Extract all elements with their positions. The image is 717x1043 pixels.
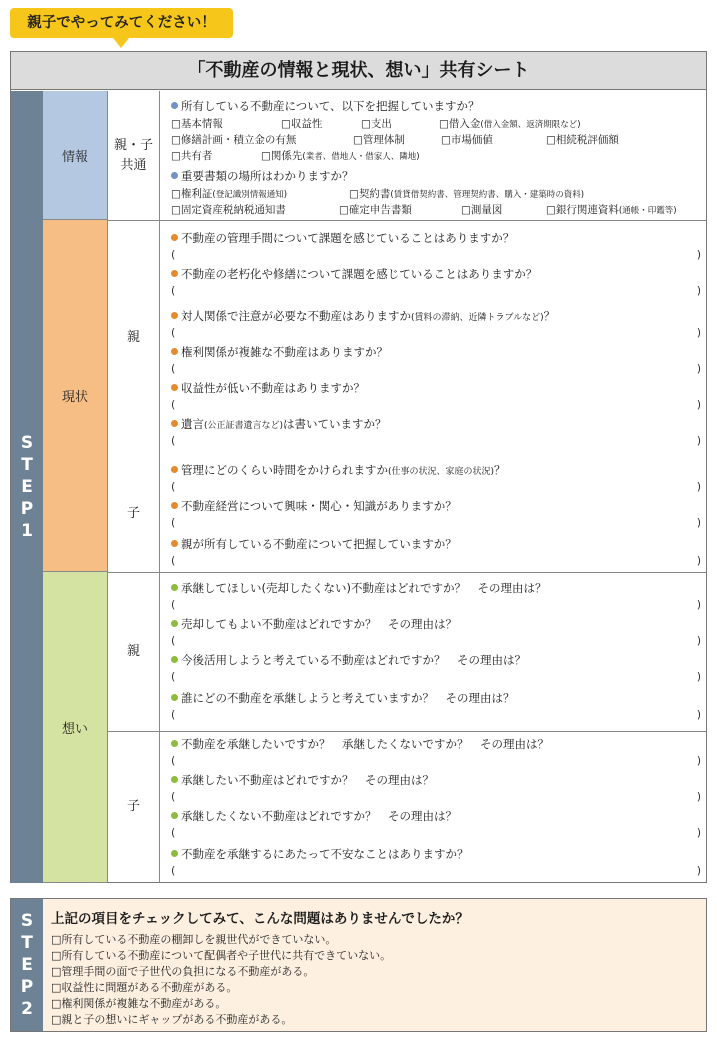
question-text: 不動産の管理手間について課題を感じていることはありますか？ xyxy=(181,231,515,245)
checkbox-note: (通帳・印鑑等) xyxy=(618,206,677,216)
checkbox-icon: □ xyxy=(441,134,451,146)
question-note: (公正証書遺言など) xyxy=(204,421,284,431)
bullet-icon xyxy=(171,850,178,857)
paren-open: ( xyxy=(171,326,176,339)
checkbox-icon: □ xyxy=(51,933,62,946)
checkbox-icon: □ xyxy=(171,188,181,200)
checkbox-note: (借入金額、返済期限など) xyxy=(480,120,581,130)
answer-field[interactable] xyxy=(171,598,701,612)
paren-close: ) xyxy=(696,670,701,683)
checkbox-item[interactable] xyxy=(171,132,296,147)
checkbox-icon: □ xyxy=(171,204,181,216)
checkbox-icon: □ xyxy=(51,997,62,1010)
checkbox-label: 共有者 xyxy=(180,150,213,162)
checkbox-icon: □ xyxy=(339,204,349,216)
checkbox-item[interactable] xyxy=(261,148,420,163)
answer-field[interactable] xyxy=(171,516,701,530)
paren-open: ( xyxy=(171,284,176,297)
question xyxy=(171,308,555,324)
checkbox-icon: □ xyxy=(546,134,556,146)
bullet-icon xyxy=(171,270,178,277)
answer-field[interactable] xyxy=(171,790,701,804)
answer-field[interactable] xyxy=(171,284,701,298)
category-info: 情報 xyxy=(43,91,108,220)
question xyxy=(171,846,469,862)
answer-field[interactable] xyxy=(171,398,701,412)
answer-field[interactable] xyxy=(171,708,701,722)
bullet-icon xyxy=(171,776,178,783)
step-letter: S xyxy=(20,433,34,453)
checkbox-label: 契約書 xyxy=(358,188,391,200)
checkbox-label: 所有している不動産の棚卸しを親世代ができていない。 xyxy=(61,933,337,946)
category-now: 現状 xyxy=(43,220,108,572)
question-text: 不動産経営について興味・関心・知識がありますか？ xyxy=(181,499,457,513)
now-content xyxy=(171,228,701,572)
checkbox-label: 所有している不動産について配偶者や子世代に共有できていない。 xyxy=(61,949,392,962)
checkbox-item[interactable] xyxy=(546,132,619,147)
question-text: 管理にどのくらい時間をかけられますか xyxy=(181,463,388,477)
checkbox-item[interactable] xyxy=(281,116,322,131)
checkbox-item[interactable] xyxy=(171,116,223,131)
sub-label-feel-child: 子 xyxy=(108,731,160,883)
question-note: (賃料の滞納、近隣トラブルなど) xyxy=(411,313,544,323)
paren-open: ( xyxy=(171,826,176,839)
paren-close: ) xyxy=(696,480,701,493)
checkbox-item[interactable] xyxy=(361,116,392,131)
checkbox-icon: □ xyxy=(461,204,471,216)
bullet-icon xyxy=(171,234,178,241)
paren-close: ) xyxy=(696,598,701,611)
checkbox-label: 市場価値 xyxy=(450,134,493,146)
checkbox-label: 管理手間の面で子世代の負担になる不動産がある。 xyxy=(61,965,315,978)
step2-label xyxy=(19,910,35,1020)
step2-check-item[interactable] xyxy=(51,979,237,995)
paren-open: ( xyxy=(171,790,176,803)
checkbox-item[interactable] xyxy=(171,202,286,217)
answer-field[interactable] xyxy=(171,248,701,262)
question xyxy=(171,536,457,552)
sub-label-feel-parent: 親 xyxy=(108,572,160,731)
question-text: 売却してもよい不動産はどれですか？ その理由は？ xyxy=(181,617,457,631)
question-end: は書いていますか？ xyxy=(283,417,387,431)
checkbox-icon: □ xyxy=(361,118,371,130)
info-content xyxy=(171,96,701,220)
sheet-title: 「不動産の情報と現状、想い」共有シート xyxy=(11,52,706,90)
question-text: 重要書類の場所はわかりますか？ xyxy=(181,169,354,183)
checkbox-label: 権利証 xyxy=(180,188,213,200)
question-note: (仕事の状況、家庭の状況) xyxy=(388,467,495,477)
checkbox-note: (業者、借地人・借家人、隣地) xyxy=(302,152,420,162)
question-text: 親が所有している不動産について把握していますか？ xyxy=(181,537,457,551)
step-letter: 2 xyxy=(21,999,33,1019)
bullet-icon xyxy=(171,466,178,473)
paren-open: ( xyxy=(171,398,176,411)
answer-field[interactable] xyxy=(171,326,701,340)
paren-close: ) xyxy=(696,284,701,297)
checkbox-label: 管理体制 xyxy=(362,134,405,146)
question-text: 誰にどの不動産を承継しようと考えていますか？ その理由は？ xyxy=(181,691,515,705)
step2-column xyxy=(11,899,43,1031)
step-letter: P xyxy=(20,977,34,997)
paren-open: ( xyxy=(171,480,176,493)
paren-open: ( xyxy=(171,554,176,567)
instruction-banner: 親子でやってみてください！ xyxy=(10,8,233,38)
checkbox-icon: □ xyxy=(171,118,181,130)
bullet-icon xyxy=(171,656,178,663)
question-text: 不動産の老朽化や修繕について課題を感じていることはありますか？ xyxy=(181,267,538,281)
checkbox-label: 関係先 xyxy=(270,150,303,162)
step2-check-item[interactable] xyxy=(51,1011,292,1027)
question xyxy=(171,266,537,282)
paren-open: ( xyxy=(171,708,176,721)
question xyxy=(171,580,546,596)
checkbox-icon: □ xyxy=(51,965,62,978)
checkbox-label: 測量図 xyxy=(470,204,503,216)
paren-close: ) xyxy=(696,864,701,877)
paren-close: ) xyxy=(696,434,701,447)
answer-field[interactable] xyxy=(171,754,701,768)
checkbox-label: 基本情報 xyxy=(180,118,223,130)
question xyxy=(171,498,457,514)
divider xyxy=(108,572,706,573)
checkbox-item[interactable] xyxy=(171,186,287,201)
answer-field[interactable] xyxy=(171,362,701,376)
step-letter: S xyxy=(20,911,34,931)
checkbox-icon: □ xyxy=(51,1013,62,1026)
question-text: 対人関係で注意が必要な不動産はありますか xyxy=(181,309,411,323)
checkbox-icon: □ xyxy=(51,981,62,994)
checkbox-note: (登記識別情報通知) xyxy=(212,190,288,200)
sub-label-common-text: 親・子 共通 xyxy=(113,137,153,173)
checkbox-icon: □ xyxy=(349,188,359,200)
step2-title: 上記の項目をチェックしてみて、こんな問題はありませんでしたか？ xyxy=(51,911,469,927)
question xyxy=(171,652,526,668)
question-text: 不動産を承継するにあたって不安なことはありますか？ xyxy=(181,847,469,861)
question xyxy=(171,462,506,478)
step-letter: T xyxy=(21,933,33,953)
question-text: 所有している不動産について、以下を把握していますか？ xyxy=(181,99,480,113)
checkbox-icon: □ xyxy=(171,150,181,162)
step2-check-item[interactable] xyxy=(51,931,336,947)
paren-open: ( xyxy=(171,864,176,877)
bullet-icon xyxy=(171,348,178,355)
checkbox-label: 収益性 xyxy=(290,118,323,130)
bullet-icon xyxy=(171,420,178,427)
checkbox-item[interactable] xyxy=(439,116,581,131)
checkbox-label: 銀行関連資料 xyxy=(555,204,619,216)
question xyxy=(171,380,365,396)
bullet-icon xyxy=(171,172,178,179)
paren-close: ) xyxy=(696,826,701,839)
step1-sheet xyxy=(10,51,707,883)
bullet-icon xyxy=(171,812,178,819)
step2-check-item[interactable] xyxy=(51,947,391,963)
checkbox-item[interactable] xyxy=(353,132,405,147)
question xyxy=(171,230,514,246)
question-text: 不動産を承継したいですか？ 承継したくないですか？ その理由は？ xyxy=(181,737,549,751)
checkbox-icon: □ xyxy=(171,134,181,146)
answer-field[interactable] xyxy=(171,480,701,494)
paren-close: ) xyxy=(696,790,701,803)
paren-open: ( xyxy=(171,362,176,375)
bullet-icon xyxy=(171,540,178,547)
paren-open: ( xyxy=(171,516,176,529)
question-end: ？ xyxy=(494,463,506,477)
step-letter: 1 xyxy=(21,521,33,541)
paren-open: ( xyxy=(171,670,176,683)
question-end: ？ xyxy=(543,309,556,323)
question xyxy=(171,808,457,824)
step-letter: E xyxy=(21,477,33,497)
divider xyxy=(108,220,706,221)
question xyxy=(171,168,354,184)
checkbox-label: 親と子の想いにギャップがある不動産がある。 xyxy=(61,1013,293,1026)
checkbox-item[interactable] xyxy=(171,148,212,163)
paren-close: ) xyxy=(696,708,701,721)
paren-close: ) xyxy=(696,754,701,767)
checkbox-icon: □ xyxy=(261,150,271,162)
step-letter: T xyxy=(21,455,33,475)
checkbox-label: 確定申告書類 xyxy=(348,204,412,216)
sub-label-now-parent: 親 xyxy=(108,220,160,455)
checkbox-item[interactable] xyxy=(339,202,412,217)
feel-content xyxy=(171,578,701,883)
paren-close: ) xyxy=(696,554,701,567)
checkbox-item[interactable] xyxy=(546,202,677,217)
answer-field[interactable] xyxy=(171,554,701,568)
question-text: 今後活用しようと考えている不動産はどれですか？ その理由は？ xyxy=(181,653,526,667)
step2-check-item[interactable] xyxy=(51,995,226,1011)
paren-close: ) xyxy=(696,362,701,375)
paren-close: ) xyxy=(696,248,701,261)
question-text: 収益性が低い不動産はありますか？ xyxy=(181,381,365,395)
answer-field[interactable] xyxy=(171,864,701,878)
question-text: 権利関係が複雑な不動産はありますか？ xyxy=(181,345,388,359)
checkbox-icon: □ xyxy=(51,949,62,962)
checkbox-label: 固定資産税納税通知書 xyxy=(180,204,286,216)
question-text: 承継したくない不動産はどれですか？ その理由は？ xyxy=(181,809,457,823)
checkbox-note: (賃貸借契約書、管理契約書、購入・建築時の資料) xyxy=(390,190,585,200)
banner-pointer xyxy=(113,38,129,48)
sub-label-now-child: 子 xyxy=(108,455,160,572)
step-letter: P xyxy=(20,499,34,519)
question xyxy=(171,616,457,632)
question xyxy=(171,416,387,432)
checkbox-icon: □ xyxy=(546,204,556,216)
question xyxy=(171,690,515,706)
answer-field[interactable] xyxy=(171,434,701,448)
paren-close: ) xyxy=(696,326,701,339)
paren-close: ) xyxy=(696,516,701,529)
question xyxy=(171,344,388,360)
bullet-icon xyxy=(171,620,178,627)
checkbox-label: 収益性に問題がある不動産がある。 xyxy=(61,981,238,994)
question xyxy=(171,736,549,752)
checkbox-item[interactable] xyxy=(441,132,493,147)
step2-check-item[interactable] xyxy=(51,963,314,979)
paren-close: ) xyxy=(696,634,701,647)
checkbox-label: 借入金 xyxy=(448,118,481,130)
bullet-icon xyxy=(171,740,178,747)
answer-field[interactable] xyxy=(171,670,701,684)
bullet-icon xyxy=(171,502,178,509)
bullet-icon xyxy=(171,694,178,701)
paren-open: ( xyxy=(171,754,176,767)
checkbox-label: 修繕計画・積立金の有無 xyxy=(180,134,297,146)
answer-field[interactable] xyxy=(171,826,701,840)
paren-open: ( xyxy=(171,634,176,647)
checkbox-label: 支出 xyxy=(370,118,392,130)
paren-close: ) xyxy=(696,398,701,411)
checkbox-label: 権利関係が複雑な不動産がある。 xyxy=(61,997,227,1010)
step-letter: E xyxy=(21,955,33,975)
bullet-icon xyxy=(171,584,178,591)
sub-label-common xyxy=(108,91,160,220)
category-feel: 想い xyxy=(43,572,108,883)
paren-open: ( xyxy=(171,248,176,261)
step1-label xyxy=(19,432,35,542)
checkbox-icon: □ xyxy=(439,118,449,130)
answer-field[interactable] xyxy=(171,634,701,648)
question-text: 遺言 xyxy=(181,417,204,431)
question-text: 承継したい不動産はどれですか？ その理由は？ xyxy=(181,773,434,787)
question xyxy=(171,772,434,788)
paren-open: ( xyxy=(171,598,176,611)
checkbox-icon: □ xyxy=(353,134,363,146)
checkbox-item[interactable] xyxy=(461,202,502,217)
bullet-icon xyxy=(171,384,178,391)
question-text: 承継してほしい(売却したくない)不動産はどれですか？ その理由は？ xyxy=(181,581,547,595)
step2-sheet xyxy=(10,898,707,1032)
checkbox-icon: □ xyxy=(281,118,291,130)
checkbox-label: 相続税評価額 xyxy=(555,134,619,146)
checkbox-item[interactable] xyxy=(349,186,584,201)
paren-open: ( xyxy=(171,434,176,447)
bullet-icon xyxy=(171,102,178,109)
question xyxy=(171,98,480,114)
bullet-icon xyxy=(171,312,178,319)
step1-column xyxy=(11,91,43,883)
